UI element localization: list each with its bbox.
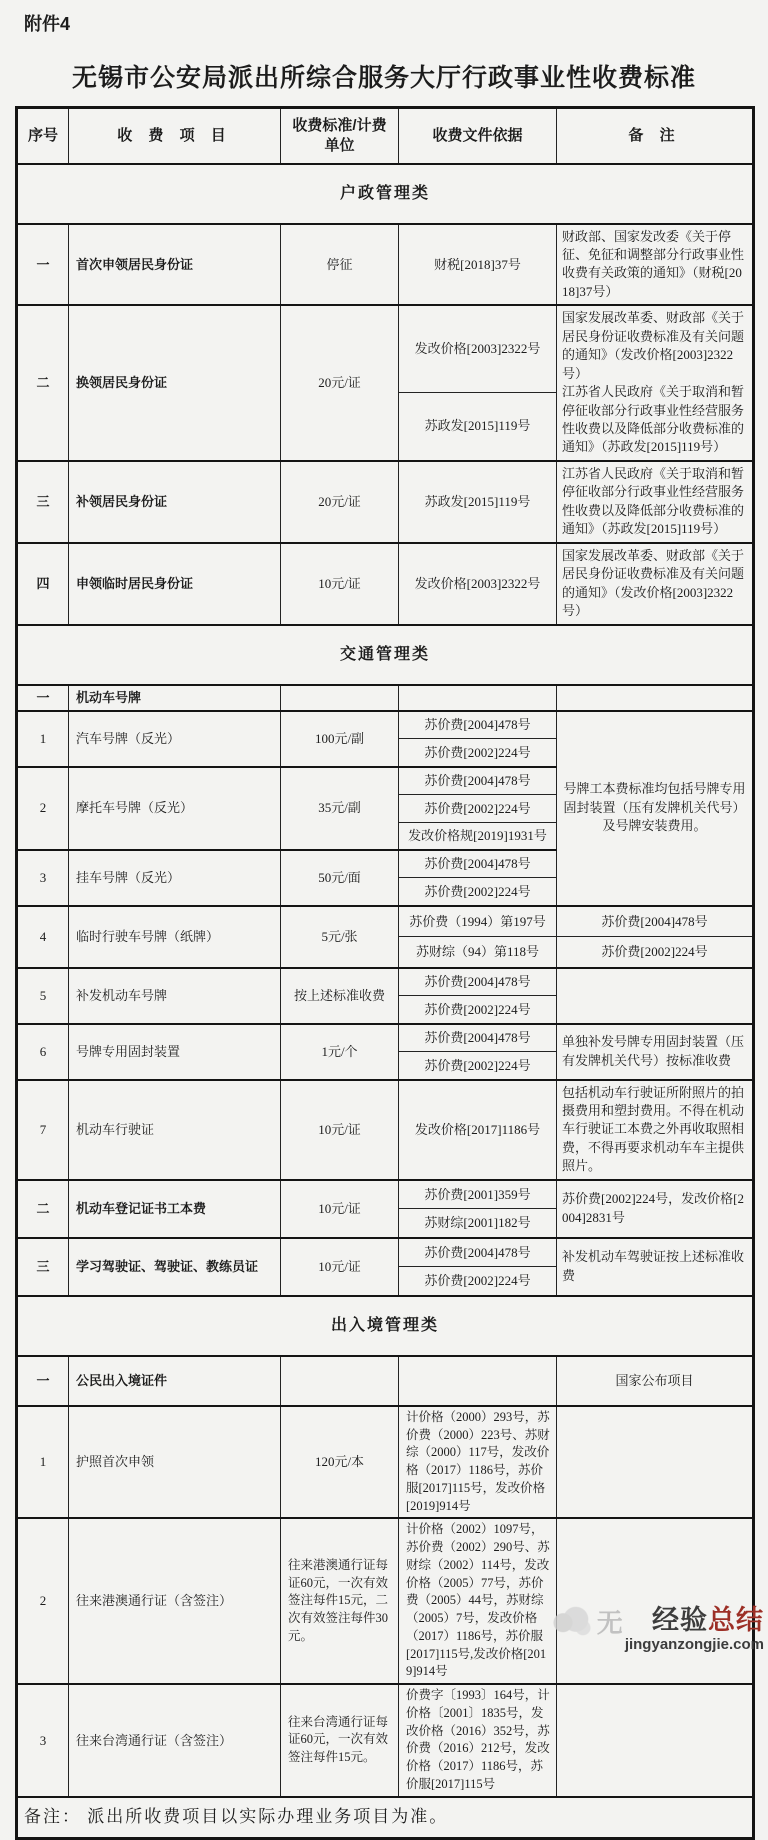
fee-basis: 苏价费[2002]224号 (399, 878, 557, 906)
fee-remark (557, 1518, 754, 1684)
fee-remark (557, 685, 754, 711)
col-header-item: 收 费 项 目 (69, 108, 281, 164)
fee-item: 学习驾驶证、驾驶证、教练员证 (69, 1238, 281, 1296)
fee-basis: 发改价格[2003]2322号 (399, 543, 557, 625)
page-title: 无锡市公安局派出所综合服务大厅行政事业性收费标准 (71, 64, 696, 92)
fee-standard: 停征 (281, 224, 399, 306)
fee-basis: 苏政发[2015]119号 (399, 461, 557, 543)
row-no: 一 (17, 685, 69, 711)
watermark-url: jingyanzongjie.com (624, 1636, 764, 1653)
section-title-traffic: 交通管理类 (17, 625, 754, 685)
row-no: 5 (17, 968, 69, 1024)
fee-basis: 苏价费[2002]224号 (399, 739, 557, 767)
fee-basis (399, 685, 557, 711)
row-no: 三 (17, 1238, 69, 1296)
col-header-remark: 备 注 (557, 108, 754, 164)
fee-standard: 1元/个 (281, 1024, 399, 1080)
fee-basis: 苏财综（94）第118号 (399, 937, 557, 968)
fee-basis: 苏价费[2002]224号 (399, 795, 557, 823)
row-no: 二 (17, 1180, 69, 1238)
fee-item: 公民出入境证件 (69, 1356, 281, 1406)
fee-table (15, 106, 755, 1840)
fee-basis: 苏价费[2004]478号 (399, 711, 557, 739)
fee-basis: 苏价费[2004]478号 (399, 1238, 557, 1267)
fee-item: 补发机动车号牌 (69, 968, 281, 1024)
fee-standard: 10元/证 (281, 1238, 399, 1296)
fee-item: 号牌专用固封装置 (69, 1024, 281, 1080)
fee-standard: 35元/副 (281, 767, 399, 850)
row-no: 四 (17, 543, 69, 625)
fee-item: 临时行驶车号牌（纸牌） (69, 906, 281, 968)
fee-remark: 苏价费[2004]478号 (557, 906, 754, 937)
fee-standard: 120元/本 (281, 1406, 399, 1519)
row-no: 4 (17, 906, 69, 968)
fee-standard: 10元/证 (281, 1080, 399, 1180)
fee-remark: 国家发展改革委、财政部《关于居民身份证收费标准及有关问题的通知》（发改价格[2003]2322号） (557, 543, 754, 625)
row-no: 一 (17, 224, 69, 306)
fee-item: 首次申领居民身份证 (69, 224, 281, 306)
table-footnote: 备注： 派出所收费项目以实际办理业务项目为准。 (17, 1797, 754, 1839)
row-no: 6 (17, 1024, 69, 1080)
fee-remark: 江苏省人民政府《关于取消和暂停征收部分行政事业性经营服务性收费以及降低部分收费标准的通知》（苏政发[2015]119号） (557, 461, 754, 543)
fee-item: 机动车登记证书工本费 (69, 1180, 281, 1238)
fee-remark: 财政部、国家发改委《关于停征、免征和调整部分行政事业性收费有关政策的通知》（财税[2018]37号） (557, 224, 754, 306)
fee-standard: 50元/面 (281, 850, 399, 906)
fee-basis: 苏财综[2001]182号 (399, 1209, 557, 1238)
fee-remark (557, 1406, 754, 1519)
fee-standard: 往来台湾通行证每证60元，一次有效签注每件15元。 (281, 1684, 399, 1797)
row-no: 三 (17, 461, 69, 543)
fee-basis: 苏价费[2002]224号 (399, 996, 557, 1024)
fee-basis: 苏价费[2002]224号 (399, 1052, 557, 1080)
col-header-basis: 收费文件依据 (399, 108, 557, 164)
fee-remark: 单独补发号牌专用固封装置（压有发牌机关代号）按标准收费 (557, 1024, 754, 1080)
fee-basis: 发改价格规[2019]1931号 (399, 823, 557, 850)
fee-item: 汽车号牌（反光） (69, 711, 281, 767)
fee-standard: 10元/证 (281, 543, 399, 625)
watermark-brand-red: 总结 (708, 1605, 764, 1635)
fee-basis: 发改价格[2017]1186号 (399, 1080, 557, 1180)
fee-standard: 10元/证 (281, 1180, 399, 1238)
fee-item: 护照首次申领 (69, 1406, 281, 1519)
fee-item: 挂车号牌（反光） (69, 850, 281, 906)
row-no: 3 (17, 850, 69, 906)
fee-item: 机动车号牌 (69, 685, 281, 711)
fee-remark-span: 号牌工本费标准均包括号牌专用固封装置（压有发牌机关代号）及号牌安装费用。 (557, 711, 754, 906)
fee-standard (281, 685, 399, 711)
col-header-no: 序号 (17, 108, 69, 164)
row-no: 二 (17, 305, 69, 461)
fee-item: 机动车行驶证 (69, 1080, 281, 1180)
fee-remark: 苏价费[2002]224号 (557, 937, 754, 968)
fee-basis: 计价格（2002）1097号，苏价费（2002）290号、苏财综（2002）114号，发改价格（2005）77号，苏价费（2005）44号，苏财综（2005）7号，发改价格（2017）1186号，苏价服[2017]115号,发改价格[2019]914号 (399, 1518, 557, 1684)
fee-basis: 苏价费[2001]359号 (399, 1180, 557, 1209)
fee-standard: 按上述标准收费 (281, 968, 399, 1024)
fee-standard: 20元/证 (281, 461, 399, 543)
fee-basis: 苏价费[2002]224号 (399, 1267, 557, 1296)
fee-basis: 发改价格[2003]2322号 (399, 305, 557, 392)
watermark-brand-dark: 经验 (652, 1605, 708, 1635)
fee-basis: 苏价费（1994）第197号 (399, 906, 557, 937)
watermark-text (625, 1607, 764, 1652)
section-title-hukou: 户政管理类 (17, 164, 754, 224)
watermark (551, 1604, 764, 1652)
watermark-faint-text: 无 (596, 1608, 623, 1638)
attachment-label: 附件4 (24, 14, 71, 34)
col-header-standard: 收费标准/计费单位 (281, 108, 399, 164)
fee-item: 摩托车号牌（反光） (69, 767, 281, 850)
remark-paragraph: 江苏省人民政府《关于取消和暂停征收部分行政事业性经营服务性收费以及降低部分收费标准的通知》（苏政发[2015]119号） (562, 384, 745, 455)
row-no: 1 (17, 1406, 69, 1519)
fee-remark: 苏价费[2002]224号，发改价格[2004]2831号 (557, 1180, 754, 1238)
fee-basis: 苏价费[2004]478号 (399, 767, 557, 795)
fee-basis: 苏价费[2004]478号 (399, 968, 557, 996)
fee-remark: 补发机动车驾驶证按上述标准收费 (557, 1238, 754, 1296)
fee-item: 申领临时居民身份证 (69, 543, 281, 625)
fee-item: 换领居民身份证 (69, 305, 281, 461)
row-no: 3 (17, 1684, 69, 1797)
fee-standard (281, 1356, 399, 1406)
watermark-brand (625, 1607, 764, 1634)
row-no: 2 (17, 767, 69, 850)
row-no: 一 (17, 1356, 69, 1406)
fee-standard: 20元/证 (281, 305, 399, 461)
fee-standard: 往来港澳通行证每证60元，一次有效签注每件15元，二次有效签注每件30元。 (281, 1518, 399, 1684)
remark-paragraph: 国家发展改革委、财政部《关于居民身份证收费标准及有关问题的通知》（发改价格[2003]2322号） (562, 310, 745, 381)
fee-item: 往来台湾通行证（含签注） (69, 1684, 281, 1797)
row-no: 2 (17, 1518, 69, 1684)
fee-basis: 计价格（2000）293号，苏价费（2000）223号、苏财综（2000）117号，发改价格（2017）1186号，苏价服[2017]115号，发改价格[2019]914号 (399, 1406, 557, 1519)
section-title-exitentry: 出入境管理类 (17, 1296, 754, 1356)
fee-standard: 5元/张 (281, 906, 399, 968)
fee-basis: 苏政发[2015]119号 (399, 392, 557, 461)
fee-remark: 包括机动车行驶证所附照片的拍摄费用和塑封费用。不得在机动车行驶证工本费之外再收取照相费，不得再要求机动车车主提供照片。 (557, 1080, 754, 1180)
fee-basis: 价费字〔1993〕164号，计价格〔2001〕1835号，发改价格（2016）352号，苏价费（2016）212号，发改价格（2017）1186号，苏价服[2017]115号 (399, 1684, 557, 1797)
fee-basis: 苏价费[2004]478号 (399, 850, 557, 878)
fee-remark (557, 968, 754, 1024)
row-no: 7 (17, 1080, 69, 1180)
fee-remark (557, 1684, 754, 1797)
row-no: 1 (17, 711, 69, 767)
fee-item: 往来港澳通行证（含签注） (69, 1518, 281, 1684)
fee-standard: 100元/副 (281, 711, 399, 767)
fee-basis (399, 1356, 557, 1406)
fee-remark: 国家公布项目 (557, 1356, 754, 1406)
fee-basis: 苏价费[2004]478号 (399, 1024, 557, 1052)
fee-basis: 财税[2018]37号 (399, 224, 557, 306)
watermark-mascot-icon (551, 1604, 591, 1638)
fee-item: 补领居民身份证 (69, 461, 281, 543)
fee-remark (557, 305, 754, 461)
